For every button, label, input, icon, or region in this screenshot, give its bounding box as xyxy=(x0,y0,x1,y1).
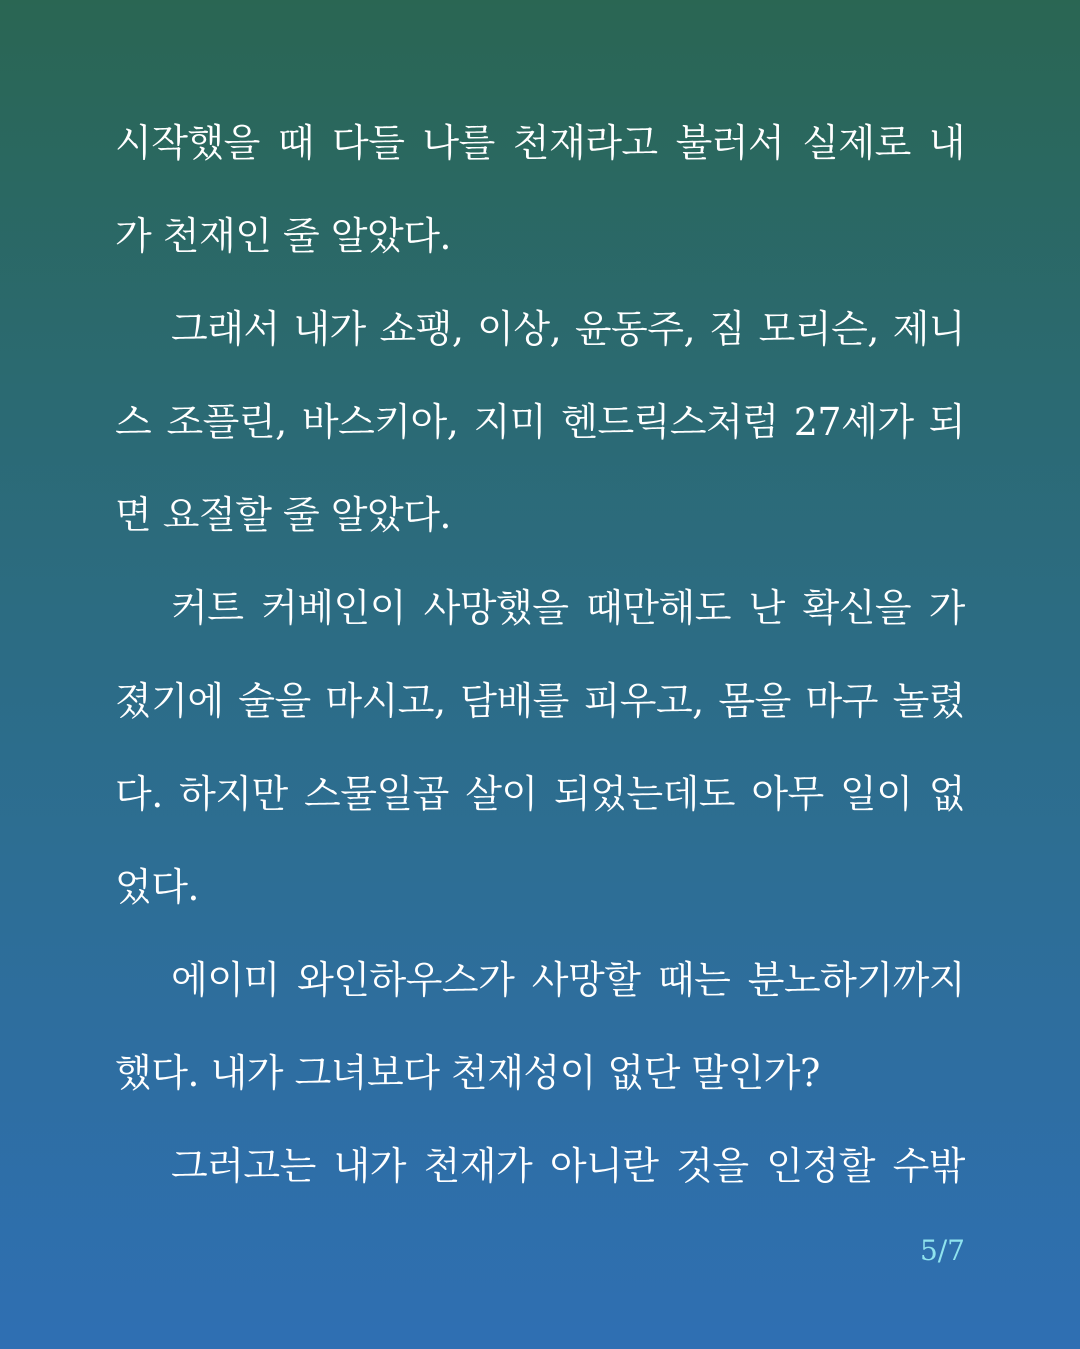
page-number: 5/7 xyxy=(919,1234,965,1267)
text-line: 그러고는 내가 천재가 아니란 것을 인정할 수밖 xyxy=(171,1144,965,1188)
text-line: 졌기에 술을 마시고, 담배를 피우고, 몸을 마구 놀렸 xyxy=(115,679,965,723)
text-line: 다. 하지만 스물일곱 살이 되었는데도 아무 일이 없 xyxy=(115,772,965,816)
text-line: 그래서 내가 쇼팽, 이상, 윤동주, 짐 모리슨, 제니 xyxy=(171,307,965,351)
text-line: 었다. xyxy=(115,865,199,909)
text-page xyxy=(115,0,965,1349)
text-line: 시작했을 때 다들 나를 천재라고 불러서 실제로 내 xyxy=(115,121,965,165)
text-line: 에이미 와인하우스가 사망할 때는 분노하기까지 xyxy=(171,958,965,1002)
text-line: 면 요절할 줄 알았다. xyxy=(115,493,451,537)
text-line: 가 천재인 줄 알았다. xyxy=(115,214,451,258)
text-line: 스 조플린, 바스키아, 지미 헨드릭스처럼 27세가 되 xyxy=(115,400,965,444)
text-line: 커트 커베인이 사망했을 때만해도 난 확신을 가 xyxy=(171,586,965,630)
text-line: 했다. 내가 그녀보다 천재성이 없단 말인가? xyxy=(115,1051,820,1095)
